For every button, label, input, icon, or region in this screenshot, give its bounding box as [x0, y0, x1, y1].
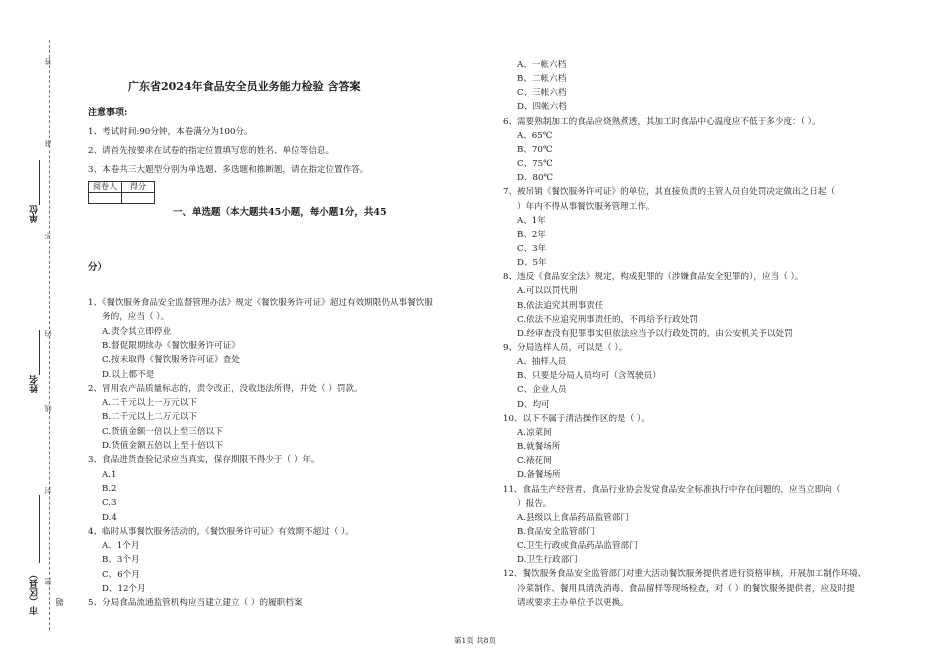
answer-option: B.督促限期续办《餐饮服务许可证》 — [102, 340, 240, 351]
answer-option: D、5年 — [517, 258, 547, 269]
question-text: 6、需要熟制加工的食品应烧熟煮透，其加工时食品中心温度应不低于多少度：（ ）。 — [503, 116, 821, 127]
question-text: 9、分局选样人员，可以是（ ）。 — [503, 343, 628, 353]
answer-option: A.1 — [102, 469, 117, 480]
answer-option: C.卫生行政或食品药品监管部门 — [517, 541, 638, 552]
answer-option: A、抽样人员 — [517, 357, 567, 368]
answer-option: C、75℃ — [517, 159, 553, 170]
answer-option: D.以上都不是 — [102, 369, 155, 380]
question-text: ）年内不得从事餐饮服务管理工作。 — [517, 201, 655, 212]
question-text: 1、《餐饮服务食品安全监督管理办法》规定《餐饮服务许可证》超过有效期限仍从事餐饮服 — [88, 298, 433, 308]
note-item: 2、请首先按要求在试卷的指定位置填写您的姓名、单位等信息。 — [88, 146, 335, 156]
answer-option: C.裱花间 — [517, 456, 552, 467]
answer-option: C、企业人员 — [517, 385, 567, 396]
answer-option: B、70℃ — [517, 144, 553, 155]
margin-char-3: 线 — [44, 405, 52, 412]
district-label: 市（区县） — [30, 570, 40, 615]
answer-option: A.责令其立即停业 — [102, 326, 172, 337]
answer-option: B.食品安全监管部门 — [517, 526, 595, 537]
answer-option: B、二帐六档 — [517, 74, 567, 85]
answer-option: B.依法追究其刑事责任 — [517, 300, 604, 311]
answer-option: A.可以以罚代刑 — [517, 286, 578, 297]
answer-option: D、四帐六档 — [517, 102, 567, 113]
answer-option: B、只要是分局人员均可（含驾驶员） — [517, 371, 661, 382]
question-text: 5、分局食品流通监管机构应当建立建立（ ）的履职档案 — [88, 598, 303, 609]
question-text: 务的，应当（ ）。 — [102, 312, 170, 323]
answer-option: D.4 — [102, 512, 117, 523]
answer-option: A、1个月 — [102, 541, 140, 552]
margin-char-5: 密 — [44, 578, 52, 585]
question-text: ）报告。 — [517, 498, 552, 509]
answer-option: B、2年 — [517, 229, 546, 240]
answer-option: D.货值金额五倍以上至十倍以下 — [102, 441, 224, 451]
section-heading-cont: 分） — [88, 262, 108, 273]
question-text: 3、食品进货查验记录应当真实，保存期限不得少于（ ）年。 — [88, 455, 320, 466]
question-text: 10、以下不属于清洁操作区的是（ ）。 — [503, 413, 650, 424]
reviewer-header: 阅卷人 — [89, 182, 122, 193]
answer-option: C.依法不应追究刑事责任的，不再给予行政处罚 — [517, 314, 698, 325]
answer-option: B、3个月 — [102, 555, 140, 566]
unit-label: 单位 — [30, 205, 40, 223]
answer-option: A.凉菜间 — [517, 427, 552, 438]
score-header: 得分 — [122, 182, 155, 193]
question-text: 11、食品生产经营者、食品行业协会发觉食品安全标准执行中存在问题的，应当立即向（ — [503, 484, 841, 495]
answer-option: D.经审查没有犯罪事实但依法应当予以行政处罚的，由公安机关予以处罚 — [517, 328, 793, 339]
note-item: 3、本卷共三大题型分别为单选题、多选题和推断题，请在指定位置作答。 — [88, 165, 369, 175]
question-text: 8、违反《食品安全法》规定，构成犯罪的（涉嫌食品安全犯罪的），应当（ ）。 — [503, 272, 804, 283]
page-footer: 第1页 共8页 — [454, 636, 496, 645]
question-text: 12、餐饮服务食品安全监管部门对重大活动餐饮服务提供者进行资格审核，开展加工制作环境、 — [503, 569, 867, 580]
binding-margin — [0, 0, 75, 671]
answer-option: D.备餐场所 — [517, 470, 561, 481]
answer-option: B.二千元以上二万元以下 — [102, 412, 197, 423]
answer-option: C、3年 — [517, 243, 547, 254]
reviewer-cell — [89, 193, 122, 204]
answer-option: C、6个月 — [102, 569, 140, 580]
margin-char-4: 封 — [44, 487, 52, 494]
answer-option: C.按未取得《餐饮服务许可证》查处 — [102, 355, 240, 366]
answer-option: A、一帐六档 — [517, 60, 567, 70]
answer-option: A、1年 — [517, 215, 546, 226]
question-text: 7、被吊销《餐饮服务许可证》的单位，其直接负责的主管人员自处罚决定做出之日起（ — [503, 187, 836, 198]
answer-option: C、三帐六档 — [517, 88, 567, 99]
notes-heading: 注意事项: — [88, 108, 128, 118]
answer-option: B.就餐场所 — [517, 442, 561, 453]
margin-char-bottom: 题 — [55, 598, 64, 606]
question-text: 请或要求主办单位予以更换。 — [517, 597, 629, 608]
margin-char-1: 不 — [44, 232, 52, 239]
note-item: 1、考试时间:90分钟，本卷满分为100分。 — [88, 127, 253, 137]
question-text: 冷菜制作、餐用具清洗消毒、食品留样等现场检查，对（ ）的餐饮服务提供者，应及时提 — [517, 583, 855, 594]
unit-fill-line — [39, 160, 40, 205]
answer-option: B.2 — [102, 483, 117, 494]
page-title: 广东省2024年食品安全员业务能力检验 含答案 — [128, 80, 361, 93]
answer-option: D、12个月 — [102, 584, 146, 594]
name-label: 姓名 — [30, 375, 40, 393]
margin-char-mid: 准 — [44, 140, 52, 147]
answer-option: C.货值金额一倍以上至三倍以下 — [102, 426, 223, 437]
margin-char-top: 答 — [44, 58, 52, 65]
margin-char-2: 内 — [44, 330, 52, 337]
question-text: 2、冒用农产品质量标志的，责令改正，没收违法所得，并处（ ）罚款。 — [88, 383, 363, 394]
question-text: 4、临时从事餐饮服务活动的，《餐饮服务许可证》有效期不超过（ ）。 — [88, 526, 355, 537]
answer-option: D、80℃ — [517, 173, 554, 184]
answer-option: D、均可 — [517, 399, 550, 410]
score-cell — [122, 193, 155, 204]
answer-option: C.3 — [102, 498, 117, 509]
district-fill-line — [39, 495, 40, 563]
answer-option: D.卫生行政部门 — [517, 555, 578, 566]
section-heading: 一、单选题（本大题共45小题，每小题1分，共45 — [173, 207, 387, 218]
name-fill-line — [39, 330, 40, 375]
answer-option: A、65℃ — [517, 130, 553, 141]
answer-option: A.二千元以上一万元以下 — [102, 398, 197, 409]
answer-option: A.县级以上食品药品监管部门 — [517, 512, 630, 523]
score-table — [88, 181, 155, 204]
